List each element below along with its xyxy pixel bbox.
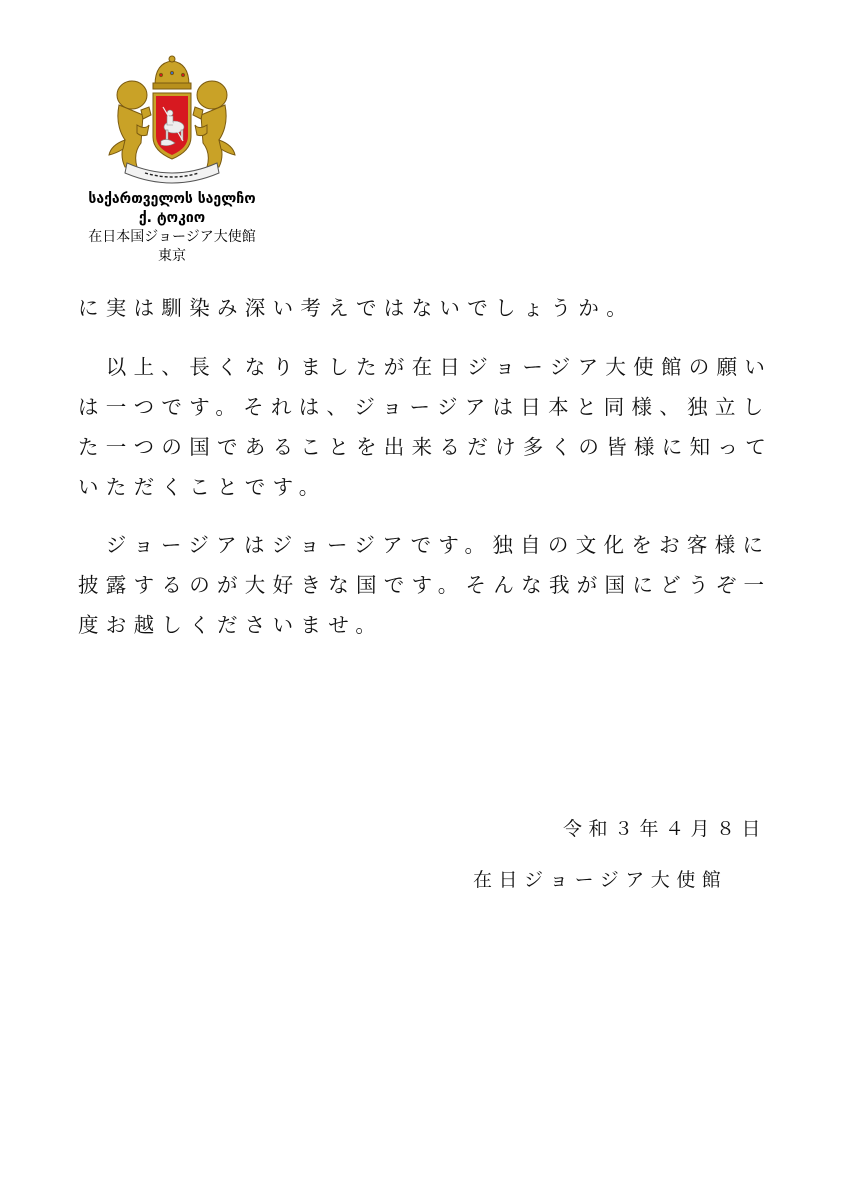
letterhead <box>62 55 282 266</box>
georgia-coat-of-arms-icon <box>97 55 247 190</box>
embassy-city-japanese: 東京 <box>158 248 186 264</box>
paragraph-3: ジョージアはジョージアです。独自の文化をお客様に披露するのが大好きな国です。そんな我が国にどうぞ一度お越しくださいませ。 <box>78 533 772 637</box>
embassy-name-japanese: 在日本国ジョージア大使館 <box>88 229 256 245</box>
embassy-name-georgian: საქართველოს საელჩო <box>88 191 256 207</box>
paragraph-2: 以上、長くなりましたが在日ジョージア大使館の願いは一つです。それは、ジョージアは日本と同様、独立した一つの国であることを出来るだけ多くの皆様に知っていただくことです。 <box>78 355 773 499</box>
paragraph-1: に実は馴染み深い考えではないでしょうか。 <box>78 296 634 320</box>
letter-body <box>78 288 778 663</box>
embassy-city-georgian: ქ. ტოკიო <box>138 210 206 226</box>
letter-signature: 在日ジョージア大使館 <box>473 869 728 891</box>
letter-date: 令和３年４月８日 <box>562 818 767 840</box>
